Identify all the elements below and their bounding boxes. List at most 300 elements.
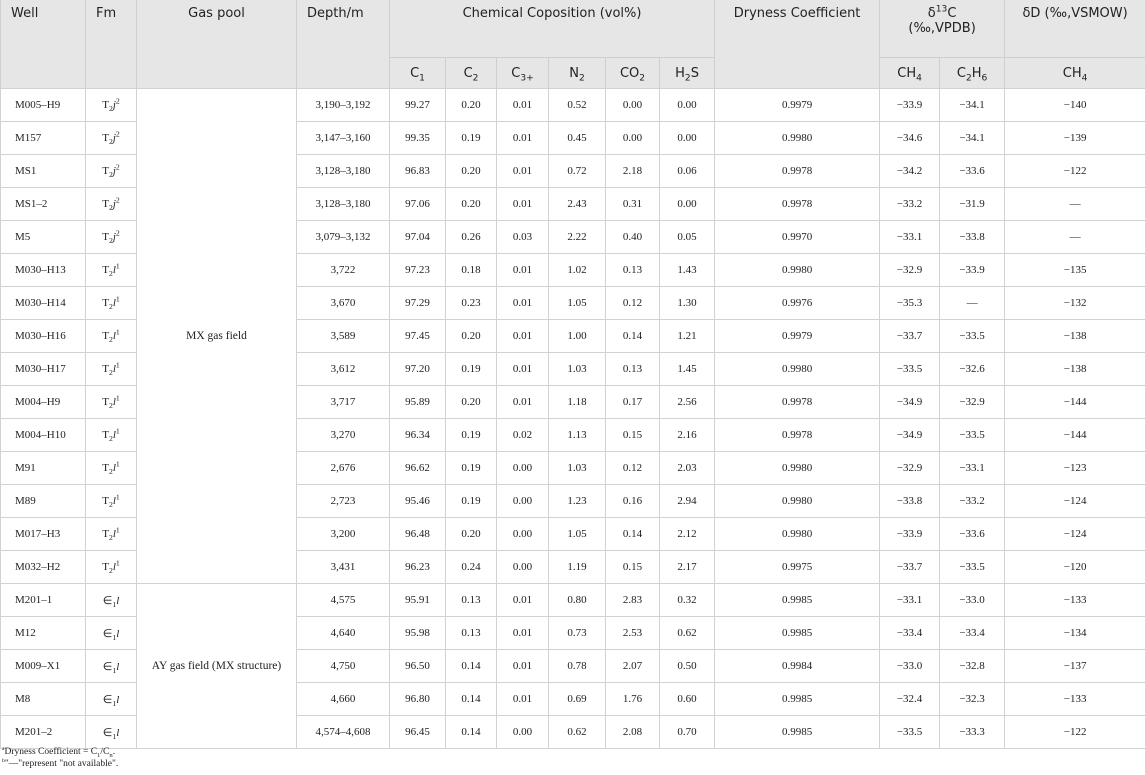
cell-d13c-c2h6: −33.5: [940, 320, 1005, 353]
cell-dryness: 0.9970: [715, 221, 880, 254]
cell-fm: [86, 386, 137, 419]
cell-dryness: 0.9979: [715, 320, 880, 353]
header-well: Well: [1, 0, 86, 89]
cell-fm: [86, 155, 137, 188]
cell-c2: 0.26: [446, 221, 497, 254]
cell-depth: 3,612: [297, 353, 390, 386]
header-c3-main: C: [511, 65, 521, 81]
cell-c1: 97.29: [390, 287, 446, 320]
fm-b-sup: 1: [115, 360, 120, 370]
fm-b: l: [112, 264, 116, 276]
cell-n2: 1.05: [549, 518, 606, 551]
cell-fm: [86, 452, 137, 485]
cell-n2: 1.19: [549, 551, 606, 584]
fm-a-sub: 1: [112, 632, 117, 642]
cell-dryness: 0.9979: [715, 89, 880, 122]
cell-fm: [86, 683, 137, 716]
cell-d13c-c2h6: −31.9: [940, 188, 1005, 221]
cell-depth: 3,670: [297, 287, 390, 320]
cell-gas-pool: MX gas field: [137, 89, 297, 584]
cell-dryness: 0.9976: [715, 287, 880, 320]
cell-n2: 0.69: [549, 683, 606, 716]
cell-d13c-ch4: −34.9: [880, 419, 940, 452]
cell-h2s: 2.17: [660, 551, 715, 584]
cell-co2: 0.31: [606, 188, 660, 221]
cell-c1: 96.83: [390, 155, 446, 188]
cell-h2s: 0.60: [660, 683, 715, 716]
header-co2: [606, 58, 660, 89]
cell-dryness: 0.9980: [715, 518, 880, 551]
fm-b-sup: 1: [115, 558, 120, 568]
cell-c1: 95.98: [390, 617, 446, 650]
fm-b: l: [112, 330, 116, 342]
header-c3: [497, 58, 549, 89]
cell-d13c-ch4: −32.4: [880, 683, 940, 716]
cell-co2: 0.17: [606, 386, 660, 419]
header-h2s-sub: 2: [684, 73, 691, 84]
fm-b-sup: 2: [115, 162, 120, 172]
cell-well: M030–H14: [1, 287, 86, 320]
footnote-not-available-mark: b: [2, 757, 5, 764]
header-c2h6-sub2: 6: [981, 73, 988, 84]
cell-co2: 0.14: [606, 320, 660, 353]
fm-b: j: [112, 231, 116, 243]
cell-dryness: 0.9980: [715, 485, 880, 518]
cell-depth: 3,147–3,160: [297, 122, 390, 155]
fm-a: ∈: [102, 693, 113, 706]
cell-d13c-ch4: −33.5: [880, 716, 940, 749]
cell-c2: 0.13: [446, 617, 497, 650]
cell-co2: 0.12: [606, 452, 660, 485]
header-n2-main: N: [569, 65, 579, 81]
cell-d13c-c2h6: —: [940, 287, 1005, 320]
cell-d13c-ch4: −32.9: [880, 254, 940, 287]
cell-well: M8: [1, 683, 86, 716]
cell-c2: 0.19: [446, 122, 497, 155]
cell-well: M030–H17: [1, 353, 86, 386]
footnote-dryness-end: .: [112, 747, 116, 757]
cell-d13c-c2h6: −32.8: [940, 650, 1005, 683]
footnote-dryness-sub1: 1: [97, 751, 101, 759]
cell-well: M5: [1, 221, 86, 254]
cell-d13c-ch4: −34.6: [880, 122, 940, 155]
cell-fm: [86, 320, 137, 353]
cell-depth: 4,750: [297, 650, 390, 683]
cell-c2: 0.20: [446, 188, 497, 221]
fm-a: ∈: [102, 627, 113, 640]
cell-n2: 0.72: [549, 155, 606, 188]
fm-a-sub: 2: [108, 302, 113, 312]
fm-a: T: [102, 561, 109, 573]
cell-c3-plus: 0.00: [497, 716, 549, 749]
header-c2-main: C: [463, 65, 473, 81]
fm-a-sub: 2: [108, 467, 113, 477]
cell-fm: [86, 221, 137, 254]
cell-well: M017–H3: [1, 518, 86, 551]
cell-n2: 1.03: [549, 452, 606, 485]
cell-h2s: 1.30: [660, 287, 715, 320]
cell-c2: 0.20: [446, 89, 497, 122]
cell-gas-pool: AY gas field (MX structure): [137, 584, 297, 749]
header-h2s: [660, 58, 715, 89]
cell-h2s: 1.45: [660, 353, 715, 386]
cell-c3-plus: 0.01: [497, 617, 549, 650]
cell-c1: 96.62: [390, 452, 446, 485]
cell-dd-ch4: −138: [1005, 353, 1145, 386]
cell-h2s: 2.12: [660, 518, 715, 551]
cell-fm: [86, 188, 137, 221]
cell-d13c-c2h6: −33.5: [940, 551, 1005, 584]
header-c1-main: C: [410, 65, 420, 81]
cell-n2: 0.52: [549, 89, 606, 122]
table-footnotes: [2, 746, 118, 770]
cell-co2: 0.00: [606, 89, 660, 122]
cell-d13c-ch4: −33.2: [880, 188, 940, 221]
cell-c2: 0.20: [446, 320, 497, 353]
cell-c2: 0.13: [446, 584, 497, 617]
header-row-main: [1, 0, 1145, 58]
cell-d13c-c2h6: −32.6: [940, 353, 1005, 386]
fm-a: T: [102, 330, 109, 342]
table-body: [1, 89, 1145, 749]
fm-a: T: [102, 198, 109, 210]
cell-fm: [86, 551, 137, 584]
cell-fm: [86, 254, 137, 287]
fm-b-sup: 2: [115, 129, 120, 139]
cell-dryness: 0.9985: [715, 716, 880, 749]
header-c1: [390, 58, 446, 89]
cell-n2: 1.02: [549, 254, 606, 287]
cell-dryness: 0.9980: [715, 452, 880, 485]
cell-d13c-ch4: −35.3: [880, 287, 940, 320]
header-ch4-carbon-main: CH: [897, 65, 917, 81]
fm-b: l: [112, 363, 116, 375]
header-n2-sub: 2: [578, 73, 585, 84]
cell-n2: 0.80: [549, 584, 606, 617]
cell-c3-plus: 0.01: [497, 353, 549, 386]
cell-well: M004–H10: [1, 419, 86, 452]
fm-a: ∈: [102, 594, 113, 607]
cell-depth: 4,660: [297, 683, 390, 716]
cell-n2: 1.13: [549, 419, 606, 452]
fm-a-sub: 2: [108, 368, 113, 378]
fm-a: T: [102, 231, 109, 243]
cell-co2: 0.14: [606, 518, 660, 551]
cell-co2: 0.40: [606, 221, 660, 254]
cell-c1: 96.23: [390, 551, 446, 584]
cell-fm: [86, 353, 137, 386]
cell-c3-plus: 0.01: [497, 155, 549, 188]
cell-d13c-ch4: −33.1: [880, 221, 940, 254]
cell-d13c-c2h6: −33.8: [940, 221, 1005, 254]
header-h2s-tail: S: [690, 65, 699, 81]
fm-b-sup: 1: [115, 294, 120, 304]
cell-dd-ch4: −134: [1005, 617, 1145, 650]
cell-d13c-c2h6: −33.3: [940, 716, 1005, 749]
fm-a: T: [102, 429, 109, 441]
cell-well: M030–H13: [1, 254, 86, 287]
cell-dd-ch4: −120: [1005, 551, 1145, 584]
cell-fm: [86, 419, 137, 452]
fm-a: T: [102, 363, 109, 375]
fm-b: l: [112, 297, 116, 309]
cell-well: M032–H2: [1, 551, 86, 584]
cell-d13c-c2h6: −32.3: [940, 683, 1005, 716]
cell-dd-ch4: −144: [1005, 419, 1145, 452]
footnote-dryness-sub2: n: [109, 751, 113, 759]
cell-depth: 3,128–3,180: [297, 155, 390, 188]
header-ch4-deuterium: [1005, 58, 1145, 89]
header-dd: δD (‰,VSMOW): [1005, 0, 1145, 58]
header-c2-sub: 2: [472, 73, 479, 84]
fm-a-sub: 2: [108, 269, 113, 279]
fm-a-sub: 1: [112, 731, 117, 741]
cell-c1: 96.48: [390, 518, 446, 551]
cell-d13c-c2h6: −34.1: [940, 122, 1005, 155]
fm-a: ∈: [102, 660, 113, 673]
cell-depth: 4,574–4,608: [297, 716, 390, 749]
fm-a-sub: 2: [108, 434, 113, 444]
cell-well: MS1–2: [1, 188, 86, 221]
cell-fm: [86, 584, 137, 617]
cell-dd-ch4: −122: [1005, 716, 1145, 749]
cell-depth: 3,431: [297, 551, 390, 584]
cell-c1: 95.46: [390, 485, 446, 518]
cell-fm: [86, 518, 137, 551]
header-c1-sub: 1: [419, 73, 425, 84]
cell-c1: 99.27: [390, 89, 446, 122]
cell-d13c-c2h6: −33.6: [940, 155, 1005, 188]
cell-dd-ch4: −123: [1005, 452, 1145, 485]
cell-co2: 2.53: [606, 617, 660, 650]
fm-b: l: [112, 462, 116, 474]
cell-co2: 0.13: [606, 254, 660, 287]
fm-b-sup: 1: [115, 426, 120, 436]
cell-dd-ch4: −144: [1005, 386, 1145, 419]
cell-well: M030–H16: [1, 320, 86, 353]
header-n2: [549, 58, 606, 89]
fm-b: l: [112, 528, 116, 540]
cell-dd-ch4: −140: [1005, 89, 1145, 122]
cell-c3-plus: 0.03: [497, 221, 549, 254]
footnote-not-available: [2, 758, 118, 770]
cell-dd-ch4: —: [1005, 188, 1145, 221]
cell-h2s: 0.00: [660, 188, 715, 221]
cell-dd-ch4: −124: [1005, 485, 1145, 518]
cell-dryness: 0.9978: [715, 419, 880, 452]
footnote-dryness: [2, 746, 118, 758]
cell-d13c-ch4: −33.0: [880, 650, 940, 683]
header-depth: Depth/m: [297, 0, 390, 89]
cell-depth: 3,128–3,180: [297, 188, 390, 221]
cell-well: M201–2: [1, 716, 86, 749]
fm-a: T: [102, 264, 109, 276]
cell-c1: 96.45: [390, 716, 446, 749]
cell-c2: 0.20: [446, 386, 497, 419]
fm-a: T: [102, 165, 109, 177]
cell-co2: 0.16: [606, 485, 660, 518]
cell-fm: [86, 650, 137, 683]
cell-c1: 95.91: [390, 584, 446, 617]
cell-dd-ch4: −133: [1005, 683, 1145, 716]
cell-dryness: 0.9980: [715, 254, 880, 287]
cell-d13c-c2h6: −33.5: [940, 419, 1005, 452]
cell-h2s: 2.56: [660, 386, 715, 419]
cell-h2s: 0.70: [660, 716, 715, 749]
cell-c1: 97.06: [390, 188, 446, 221]
cell-h2s: 2.94: [660, 485, 715, 518]
cell-c3-plus: 0.01: [497, 89, 549, 122]
header-ch4-deuterium-sub: 4: [1081, 73, 1088, 84]
header-chemical-composition: Chemical Coposition (vol%): [390, 0, 715, 58]
cell-c1: 95.89: [390, 386, 446, 419]
header-c2h6-sub1: 2: [965, 73, 972, 84]
header-c2h6-b: H: [971, 65, 982, 81]
fm-a-sub: 2: [108, 533, 113, 543]
fm-a-sub: 2: [108, 566, 113, 576]
cell-d13c-ch4: −33.7: [880, 551, 940, 584]
cell-well: M91: [1, 452, 86, 485]
cell-dryness: 0.9980: [715, 353, 880, 386]
footnote-dryness-text: Dryness Coefficient = C: [4, 747, 98, 757]
cell-d13c-c2h6: −33.9: [940, 254, 1005, 287]
cell-c2: 0.14: [446, 716, 497, 749]
fm-a-sub: 2: [108, 104, 113, 114]
cell-c3-plus: 0.00: [497, 551, 549, 584]
header-d13c-delta: δ: [927, 6, 936, 21]
cell-n2: 1.23: [549, 485, 606, 518]
cell-well: M201–1: [1, 584, 86, 617]
cell-well: MS1: [1, 155, 86, 188]
fm-b: l: [112, 429, 116, 441]
cell-h2s: 1.21: [660, 320, 715, 353]
cell-fm: [86, 716, 137, 749]
cell-depth: 3,190–3,192: [297, 89, 390, 122]
header-co2-main: CO: [619, 65, 640, 81]
cell-dd-ch4: —: [1005, 221, 1145, 254]
fm-b: j: [112, 198, 116, 210]
cell-dryness: 0.9978: [715, 188, 880, 221]
cell-well: M009–X1: [1, 650, 86, 683]
cell-c1: 99.35: [390, 122, 446, 155]
cell-dryness: 0.9978: [715, 155, 880, 188]
cell-well: M157: [1, 122, 86, 155]
cell-dd-ch4: −133: [1005, 584, 1145, 617]
cell-c3-plus: 0.01: [497, 320, 549, 353]
fm-a-sub: 1: [112, 698, 117, 708]
cell-co2: 2.08: [606, 716, 660, 749]
fm-b-sup: 1: [115, 261, 120, 271]
cell-h2s: 0.62: [660, 617, 715, 650]
cell-depth: 3,200: [297, 518, 390, 551]
fm-b: l: [116, 726, 120, 739]
cell-c1: 97.45: [390, 320, 446, 353]
cell-n2: 1.00: [549, 320, 606, 353]
fm-b: j: [112, 165, 116, 177]
fm-b: l: [112, 561, 116, 573]
cell-c2: 0.14: [446, 650, 497, 683]
cell-c3-plus: 0.01: [497, 386, 549, 419]
cell-dd-ch4: −137: [1005, 650, 1145, 683]
cell-dryness: 0.9985: [715, 683, 880, 716]
cell-dryness: 0.9978: [715, 386, 880, 419]
footnote-dryness-mark: a: [2, 745, 5, 752]
cell-c2: 0.19: [446, 353, 497, 386]
header-d13c: [880, 0, 1005, 58]
cell-dd-ch4: −138: [1005, 320, 1145, 353]
table-row: [1, 89, 1145, 122]
fm-a: T: [102, 462, 109, 474]
fm-a: T: [102, 396, 109, 408]
cell-well: M004–H9: [1, 386, 86, 419]
cell-dryness: 0.9980: [715, 122, 880, 155]
cell-depth: 2,723: [297, 485, 390, 518]
cell-dd-ch4: −135: [1005, 254, 1145, 287]
cell-h2s: 0.05: [660, 221, 715, 254]
fm-a-sub: 2: [108, 500, 113, 510]
cell-n2: 0.45: [549, 122, 606, 155]
cell-h2s: 0.06: [660, 155, 715, 188]
cell-d13c-ch4: −33.9: [880, 518, 940, 551]
fm-b: l: [116, 594, 120, 607]
fm-b: j: [112, 132, 116, 144]
cell-d13c-c2h6: −33.6: [940, 518, 1005, 551]
cell-c1: 97.04: [390, 221, 446, 254]
cell-c1: 97.20: [390, 353, 446, 386]
cell-co2: 0.00: [606, 122, 660, 155]
cell-dd-ch4: −139: [1005, 122, 1145, 155]
fm-a: T: [102, 528, 109, 540]
cell-d13c-c2h6: −34.1: [940, 89, 1005, 122]
fm-b: l: [112, 495, 116, 507]
header-c2h6: [940, 58, 1005, 89]
fm-b-sup: 1: [115, 459, 120, 469]
cell-d13c-c2h6: −33.1: [940, 452, 1005, 485]
fm-b-sup: 1: [115, 492, 120, 502]
header-d13c-c: C: [947, 6, 957, 21]
cell-depth: 3,270: [297, 419, 390, 452]
fm-a: T: [102, 132, 109, 144]
cell-depth: 2,676: [297, 452, 390, 485]
cell-h2s: 2.16: [660, 419, 715, 452]
footnote-dryness-mid: /C: [100, 747, 110, 757]
cell-c3-plus: 0.01: [497, 254, 549, 287]
cell-c3-plus: 0.01: [497, 584, 549, 617]
cell-depth: 4,575: [297, 584, 390, 617]
cell-fm: [86, 122, 137, 155]
fm-a-sub: 2: [108, 401, 113, 411]
cell-n2: 0.62: [549, 716, 606, 749]
cell-c3-plus: 0.01: [497, 188, 549, 221]
header-d13c-sup: 13: [935, 4, 948, 15]
cell-fm: [86, 287, 137, 320]
cell-n2: 2.43: [549, 188, 606, 221]
fm-a: ∈: [102, 726, 113, 739]
cell-d13c-ch4: −32.9: [880, 452, 940, 485]
cell-co2: 0.12: [606, 287, 660, 320]
cell-c2: 0.24: [446, 551, 497, 584]
fm-a-sub: 2: [108, 203, 113, 213]
cell-h2s: 0.32: [660, 584, 715, 617]
cell-c3-plus: 0.00: [497, 485, 549, 518]
cell-c1: 96.50: [390, 650, 446, 683]
fm-b: l: [116, 660, 120, 673]
cell-well: M12: [1, 617, 86, 650]
cell-c1: 96.80: [390, 683, 446, 716]
cell-d13c-c2h6: −33.4: [940, 617, 1005, 650]
cell-d13c-c2h6: −32.9: [940, 386, 1005, 419]
cell-h2s: 1.43: [660, 254, 715, 287]
